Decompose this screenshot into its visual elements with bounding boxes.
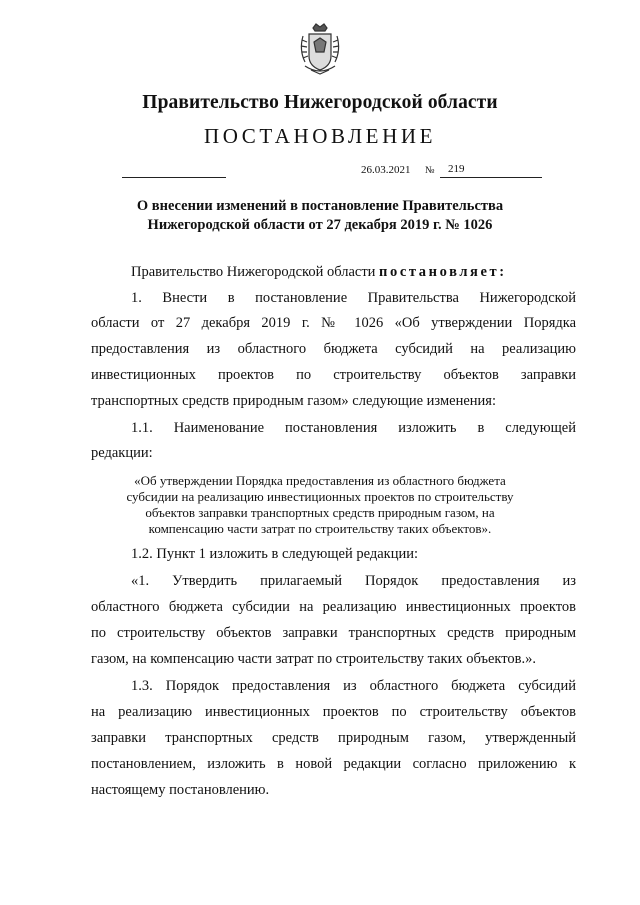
- body-line: 1. Внести в постановление Правительства Нижегородской: [131, 290, 576, 306]
- quote-line: субсидии на реализацию инвестиционных проектов по строительству: [126, 489, 514, 504]
- intro-text: Правительство Нижегородской области: [131, 264, 380, 280]
- document-date: 26.03.2021: [361, 164, 411, 176]
- body-line: газом, на компенсацию части затрат по строительству таких объектов.».: [91, 651, 537, 667]
- document-number: 219: [448, 163, 465, 175]
- body-line: 1.1. Наименование постановления изложить в следующей: [131, 420, 576, 436]
- number-sign: №: [425, 165, 435, 176]
- body-line: редакции:: [91, 445, 153, 461]
- quote-line: «Об утверждении Порядка предоставления из областного бюджета: [134, 473, 506, 488]
- document-subject: [0, 197, 640, 235]
- body-line: областного бюджета субсидии на реализацию инвестиционных проектов: [91, 599, 576, 615]
- body-line: по строительству объектов заправки транспортных средств природным: [91, 625, 576, 641]
- body-line: 1.3. Порядок предоставления из областного бюджета субсидий: [131, 678, 576, 694]
- subject-line: О внесении изменений в постановление Правительства: [136, 198, 504, 214]
- body-line: инвестиционных проектов по строительству объектов заправки: [91, 367, 576, 383]
- body-line: предоставления из областного бюджета субсидий на реализацию: [91, 341, 576, 357]
- quote-line: компенсацию части затрат по строительству таких объектов».: [148, 521, 492, 536]
- body-line: транспортных средств природным газом» следующие изменения:: [91, 393, 496, 409]
- body-line: настоящему постановлению.: [91, 782, 270, 798]
- body-line: заправки транспортных средств природным газом, утвержденный: [91, 730, 576, 746]
- body-line: «1. Утвердить прилагаемый Порядок предоставления из: [131, 573, 576, 589]
- body-line: области от 27 декабря 2019 г. № 1026 «Об утверждении Порядка: [91, 315, 576, 331]
- document-kind: ПОСТАНОВЛЕНИЕ: [203, 124, 437, 148]
- body-line: постановлением, изложить в новой редакции согласно приложению к: [91, 756, 576, 772]
- decrees-word: постановляет:: [379, 264, 507, 280]
- quote-line: объектов заправки транспортных средств природным газом, на: [145, 505, 495, 520]
- body-line: на реализацию инвестиционных проектов по строительству объектов: [91, 704, 576, 720]
- coat-of-arms-icon: [297, 22, 343, 78]
- intro-paragraph: [131, 264, 507, 281]
- quoted-title: [110, 473, 530, 537]
- body-line: 1.2. Пункт 1 изложить в следующей редакции:: [131, 546, 419, 562]
- signature-line: [122, 177, 226, 178]
- government-title: Правительство Нижегородской области: [142, 92, 498, 113]
- subject-line: Нижегородской области от 27 декабря 2019 г. № 1026: [147, 217, 493, 233]
- number-underline: [440, 177, 542, 178]
